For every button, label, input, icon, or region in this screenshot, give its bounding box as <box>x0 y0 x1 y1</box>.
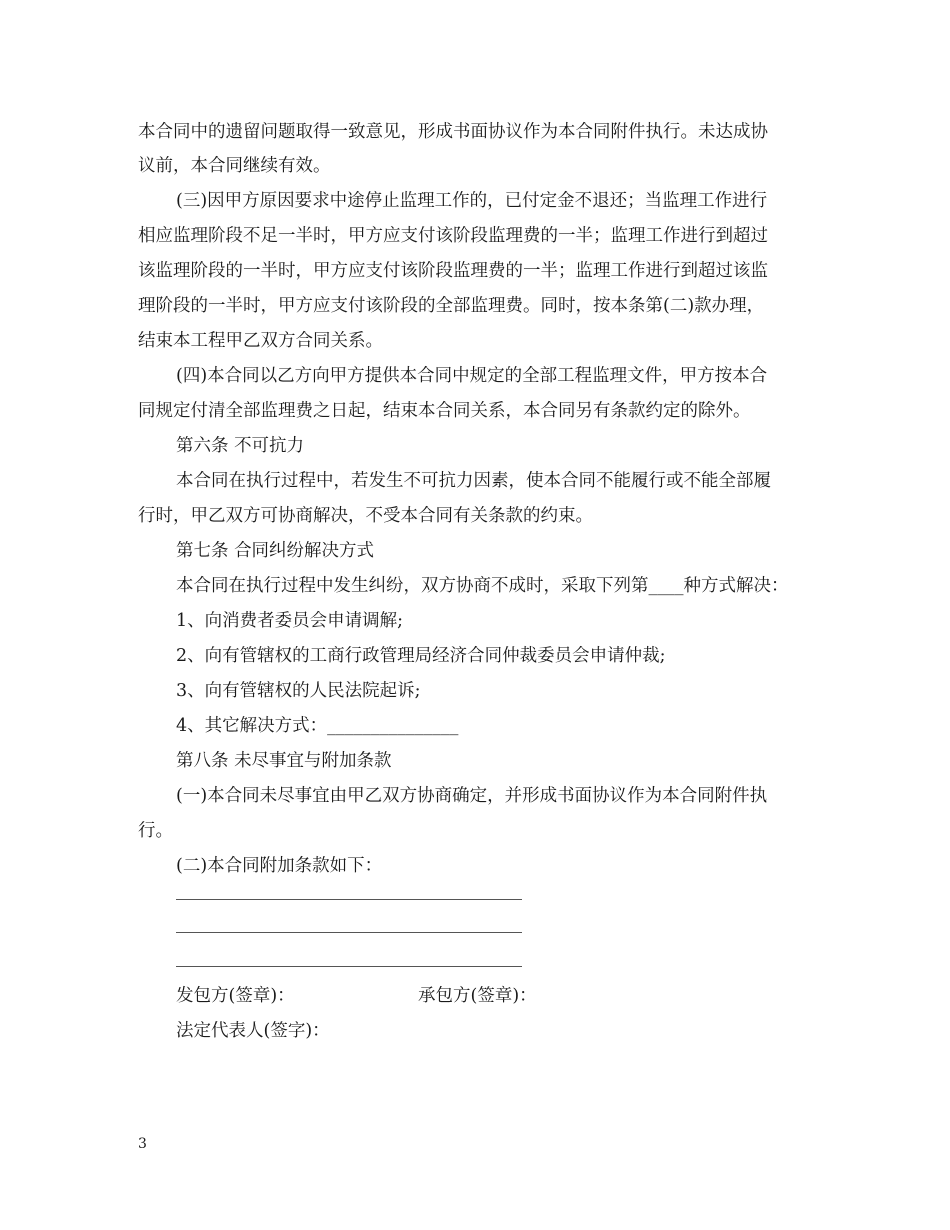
paragraph-line: (二)本合同附加条款如下： <box>176 856 383 876</box>
list-item: 3、向有管辖权的人民法院起诉; <box>176 681 421 701</box>
paragraph-line: 该监理阶段的一半时，甲方应支付该阶段监理费的一半；监理工作进行到超过该监 <box>138 261 768 281</box>
fill-in-blank-line <box>176 899 522 900</box>
section-heading: 第六条 不可抗力 <box>176 436 305 456</box>
paragraph-line: 行。 <box>138 821 173 841</box>
section-heading: 第八条 未尽事宜与附加条款 <box>176 751 392 771</box>
section-heading: 第七条 合同纠纷解决方式 <box>176 541 375 561</box>
fill-in-blank-line <box>176 932 522 933</box>
paragraph-line: 同规定付清全部监理费之日起，结束本合同关系，本合同另有条款约定的除外。 <box>138 401 751 421</box>
paragraph-line: (一)本合同未尽事宜由甲乙双方协商确定，并形成书面协议作为本合同附件执 <box>176 786 768 806</box>
list-item: 1、向消费者委员会申请调解; <box>176 611 404 631</box>
paragraph-line: 行时，甲乙双方可协商解决，不受本合同有关条款的约束。 <box>138 506 593 526</box>
paragraph-line: 相应监理阶段不足一半时，甲方应支付该阶段监理费的一半；监理工作进行到超过 <box>138 226 768 246</box>
page-number: 3 <box>138 1136 147 1152</box>
contractor-signature-label: 承包方(签章)： <box>418 986 537 1006</box>
paragraph-line: 本合同在执行过程中，若发生不可抗力因素，使本合同不能履行或不能全部履 <box>176 471 771 491</box>
paragraph-line: 理阶段的一半时，甲方应支付该阶段的全部监理费。同时，按本条第(二)款办理， <box>138 296 765 316</box>
paragraph-line: 结束本工程甲乙双方合同关系。 <box>138 331 383 351</box>
list-item: 4、其它解决方式：_______________ <box>176 716 459 736</box>
paragraph-line: 议前，本合同继续有效。 <box>138 156 331 176</box>
employer-signature-label: 发包方(签章)： <box>176 986 295 1006</box>
paragraph-line: 本合同在执行过程中发生纠纷，双方协商不成时，采取下列第____种方式解决： <box>176 576 789 596</box>
paragraph-line: (四)本合同以乙方向甲方提供本合同中规定的全部工程监理文件，甲方按本合 <box>176 366 768 386</box>
fill-in-blank-line <box>176 966 522 967</box>
paragraph-line: (三)因甲方原因要求中途停止监理工作的，已付定金不退还；当监理工作进行 <box>176 191 768 211</box>
list-item: 2、向有管辖权的工商行政管理局经济合同仲裁委员会申请仲裁; <box>176 646 666 666</box>
paragraph-line: 本合同中的遗留问题取得一致意见，形成书面协议作为本合同附件执行。未达成协 <box>138 122 768 142</box>
legal-representative-label: 法定代表人(签字)： <box>176 1021 330 1041</box>
